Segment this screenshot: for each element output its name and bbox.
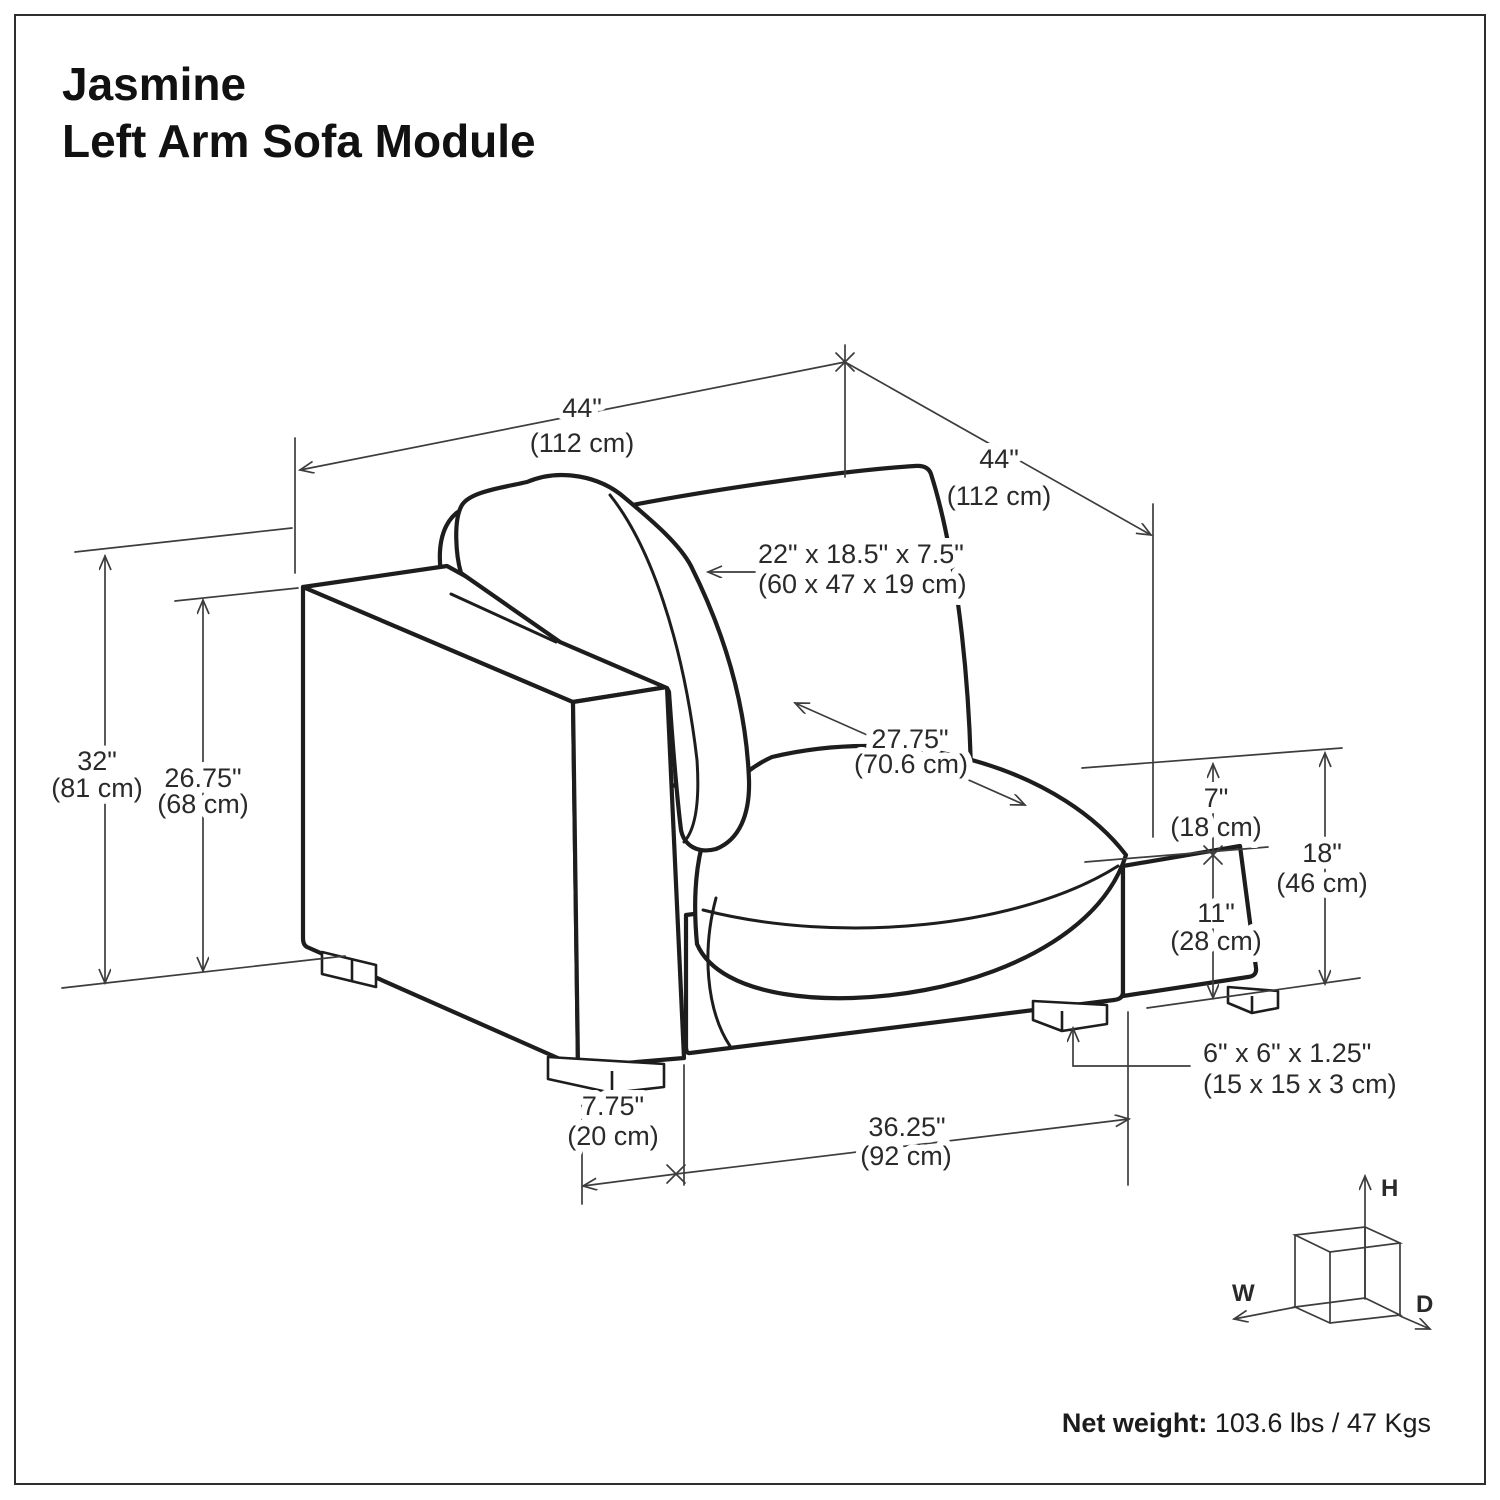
- dim-arm-width-in: 7.75": [581, 1091, 645, 1121]
- dim-cushion-height-cm: (18 cm): [1170, 812, 1262, 842]
- ext-line-seat-top: [1082, 748, 1342, 768]
- dim-arm-width-cm: (20 cm): [567, 1121, 659, 1151]
- dim-arm-height: [157, 588, 298, 971]
- dim-seat-height-in: 18": [1302, 838, 1342, 868]
- sofa-foot-front-right: [1033, 1001, 1107, 1031]
- width-axis-label: W: [1232, 1280, 1255, 1307]
- dim-seat-width-cm: (92 cm): [860, 1141, 952, 1171]
- dim-cushion-height-in: 7": [1203, 783, 1229, 813]
- dim-overall-height-in: 32": [77, 746, 117, 776]
- dim-base-height-in: 11": [1197, 898, 1235, 928]
- dim-base-height-cm: (28 cm): [1170, 926, 1262, 956]
- dim-overall-width-in: 44": [562, 393, 602, 423]
- dim-back-cushion-in: 22" x 18.5" x 7.5": [758, 539, 964, 569]
- dim-overall-width-cm: (112 cm): [529, 428, 635, 458]
- width-axis-arrow: [1234, 1307, 1296, 1319]
- title-line-2: Left Arm Sofa Module: [62, 115, 536, 167]
- sofa-foot-front-left: [548, 1057, 664, 1093]
- dim-seat-depth-cm: (70.6 cm): [853, 749, 969, 779]
- dim-leg-size-cm: (15 x 15 x 3 cm): [1203, 1069, 1397, 1099]
- page-title: [62, 58, 536, 167]
- height-axis-label: H: [1381, 1175, 1399, 1202]
- dim-overall-height-cm: (81 cm): [51, 773, 143, 803]
- title-line-1: Jasmine: [62, 58, 247, 110]
- dim-seat-width-in: 36.25": [868, 1112, 946, 1142]
- net-weight-label: Net weight:: [1061, 1408, 1208, 1438]
- dim-overall-depth-cm: (112 cm): [946, 481, 1052, 511]
- dim-back-cushion-cm: (60 x 47 x 19 cm): [758, 569, 967, 599]
- dim-leg-size: [1073, 1028, 1397, 1099]
- dim-seat-height-cm: (46 cm): [1276, 868, 1368, 898]
- dim-leg-size-in: 6" x 6" x 1.25": [1203, 1038, 1372, 1068]
- dim-arm-height-in: 26.75": [164, 763, 242, 793]
- dim-seat-depth-in: 27.75": [871, 724, 949, 754]
- dim-arm-height-cm: (68 cm): [157, 789, 249, 819]
- net-weight: [1062, 1408, 1431, 1438]
- depth-axis-label: D: [1416, 1291, 1434, 1318]
- dim-seat-height: [1276, 753, 1368, 984]
- axis-cube-icon: [1232, 1175, 1433, 1329]
- net-weight-value: 103.6 lbs / 47 Kgs: [1207, 1408, 1431, 1438]
- dim-overall-depth-in: 44": [979, 444, 1019, 474]
